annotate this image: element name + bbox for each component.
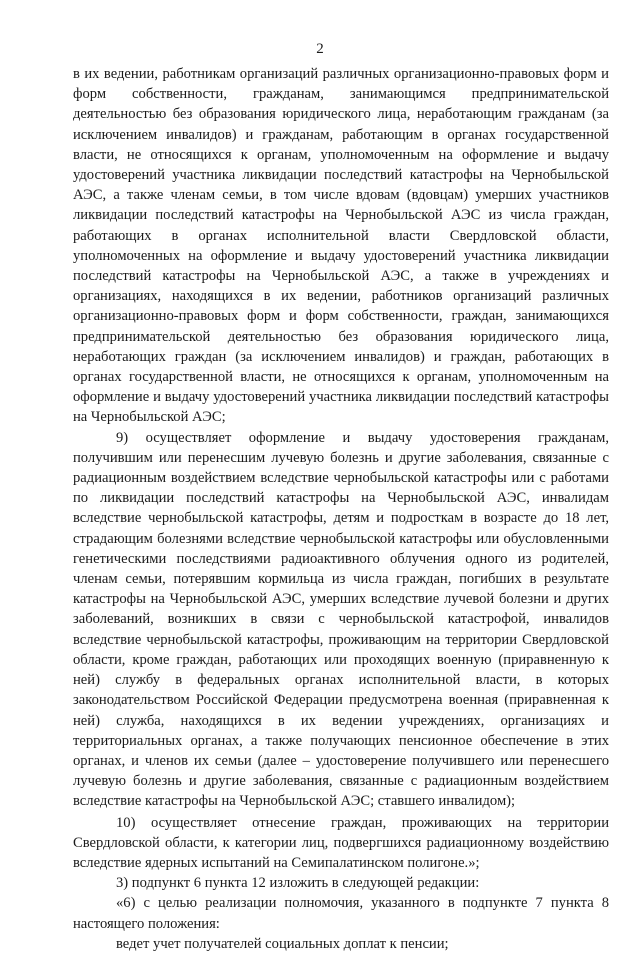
paragraph-amendment-3: 3) подпункт 6 пункта 12 изложить в следующей редакции: — [116, 875, 480, 892]
page-number: 2 — [316, 41, 324, 57]
paragraph-pension-records: ведет учет получателей социальных доплат к пенсии; — [116, 935, 449, 952]
document-body — [73, 64, 609, 954]
paragraph-subitem-6: «6) с целью реализации полномочия, указанного в подпункте 7 пункта 8 настоящего положения: — [73, 895, 609, 932]
paragraph-item-10: 10) осуществляет отнесение граждан, проживающих на территории Свердловской области, к категории лиц, подвергшихся радиационному воздействию вследствие ядерных испытаний на Семипалатинском полигоне.»; — [73, 814, 609, 871]
paragraph-continuation: в их ведении, работникам организаций различных организационно-правовых форм и форм собственности, гражданам, занимающимся предпринимательской деятельностью без образования юридического лица, неработающим гражданам (за исключением инвалидов) и гражданам, работающим в органах государственной власти, не относящихся к органам, уполномоченным на оформление и выдачу удостоверений участника ликвидации последствий катастрофы на Чернобыльской АЭС, а также членам семьи, в том числе вдовам (вдовцам) умерших участников ликвидации последствий катастрофы на Чернобыльской АЭС из числа граждан, работающих в органах исполнительной власти Свердловской области, уполномоченных на оформление и выдачу удостоверений участника ликвидации последствий катастрофы на Чернобыльской АЭС, а также в учреждениях и организациях, находящихся в их ведении, работников организаций различных организационно-правовых форм и форм собственности, граждан, занимающихся предпринимательской деятельностью без образования юридического лица, неработающих граждан (за исключением инвалидов) и граждан, работающих в органах государственной власти, не относящихся к органам, уполномоченным на оформление и выдачу удостоверений участника ликвидации последствий катастрофы на Чернобыльской АЭС; — [73, 66, 609, 426]
paragraph-item-9: 9) осуществляет оформление и выдачу удостоверения гражданам, получившим или перенесшим лучевую болезнь и другие заболевания, связанные с радиационным воздействием вследствие чернобыльской катастрофы или с работами по ликвидации последствий катастрофы на Чернобыльской АЭС, инвалидам вследствие чернобыльской катастрофы, детям и подросткам в возрасте до 18 лет, страдающим болезнями вследствие чернобыльской катастрофы или обусловленными генетическими последствиями радиоактивного облучения одного из родителей, членам семьи, потерявшим кормильца из числа граждан, погибших в результате катастрофы на Чернобыльской АЭС, умерших вследствие лучевой болезни и других заболеваний, возникших в связи с чернобыльской катастрофой, инвалидов вследствие чернобыльской катастрофы, проживающим на территории Свердловской области, кроме граждан, работающих или проходящих военную (приравненную к ней) службу в федеральных органах исполнительной власти, в которых законодательством Российской Федерации предусмотрена военная (приравненная к ней) служба, находящихся в их ведении учреждениях, организациях и территориальных органах, а также получающих пенсионное обеспечение в этих органах, и членов их семьи (далее – удостоверение получившего или перенесшего лучевую болезнь и другие заболевания, связанные с радиационным воздействием вследствие катастрофы на Чернобыльской АЭС; ставшего инвалидом); — [73, 429, 609, 810]
